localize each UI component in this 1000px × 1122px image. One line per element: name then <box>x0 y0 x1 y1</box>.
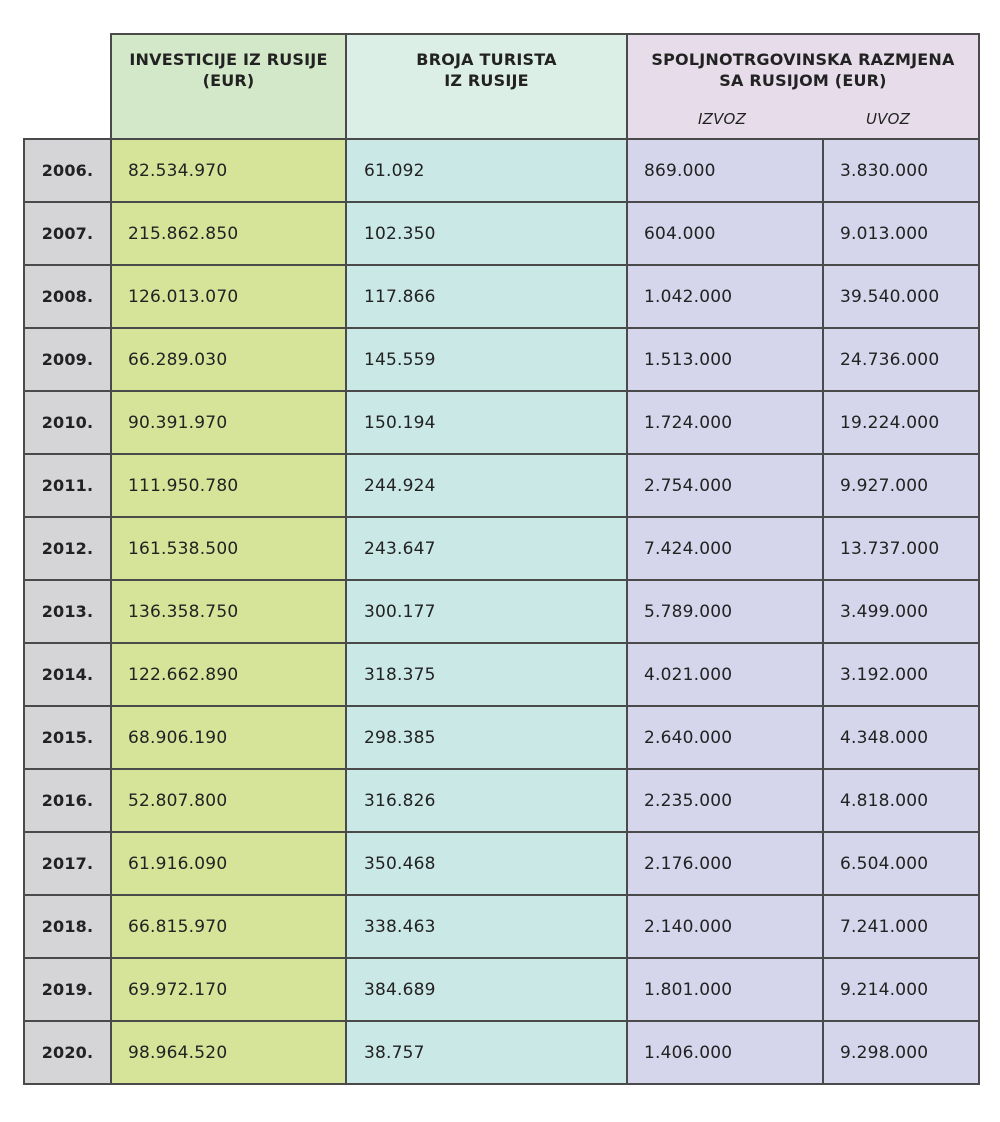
table-row <box>24 958 979 1021</box>
year-cell: 2015. <box>24 706 111 769</box>
header-tourists-line1: BROJA TURISTA <box>416 50 557 69</box>
investments-cell: 90.391.970 <box>111 391 346 454</box>
table-row <box>24 1021 979 1084</box>
year-cell: 2016. <box>24 769 111 832</box>
year-cell: 2013. <box>24 580 111 643</box>
year-cell: 2009. <box>24 328 111 391</box>
header-trade-line2: SA RUSIJOM (EUR) <box>719 71 887 90</box>
tourists-cell: 243.647 <box>346 517 627 580</box>
tourists-cell: 244.924 <box>346 454 627 517</box>
header-row <box>24 34 979 139</box>
import-cell: 3.192.000 <box>823 643 979 706</box>
import-cell: 9.013.000 <box>823 202 979 265</box>
russia-relations-table <box>23 33 980 1085</box>
tourists-cell: 150.194 <box>346 391 627 454</box>
tourists-cell: 318.375 <box>346 643 627 706</box>
import-cell: 4.348.000 <box>823 706 979 769</box>
table-row <box>24 265 979 328</box>
year-cell: 2017. <box>24 832 111 895</box>
investments-cell: 136.358.750 <box>111 580 346 643</box>
export-cell: 1.406.000 <box>627 1021 823 1084</box>
export-cell: 5.789.000 <box>627 580 823 643</box>
investments-cell: 66.815.970 <box>111 895 346 958</box>
import-cell: 24.736.000 <box>823 328 979 391</box>
table-row <box>24 643 979 706</box>
tourists-cell: 298.385 <box>346 706 627 769</box>
investments-cell: 122.662.890 <box>111 643 346 706</box>
export-cell: 2.140.000 <box>627 895 823 958</box>
investments-cell: 161.538.500 <box>111 517 346 580</box>
export-cell: 2.235.000 <box>627 769 823 832</box>
tourists-cell: 350.468 <box>346 832 627 895</box>
export-cell: 1.724.000 <box>627 391 823 454</box>
table-row <box>24 832 979 895</box>
export-cell: 2.176.000 <box>627 832 823 895</box>
investments-cell: 126.013.070 <box>111 265 346 328</box>
export-cell: 1.801.000 <box>627 958 823 1021</box>
tourists-cell: 316.826 <box>346 769 627 832</box>
year-cell: 2008. <box>24 265 111 328</box>
year-cell: 2007. <box>24 202 111 265</box>
export-cell: 869.000 <box>627 139 823 202</box>
export-cell: 2.640.000 <box>627 706 823 769</box>
tourists-cell: 61.092 <box>346 139 627 202</box>
import-cell: 39.540.000 <box>823 265 979 328</box>
table-row <box>24 580 979 643</box>
investments-cell: 61.916.090 <box>111 832 346 895</box>
table-row <box>24 517 979 580</box>
corner-blank <box>24 34 111 139</box>
investments-cell: 82.534.970 <box>111 139 346 202</box>
year-cell: 2019. <box>24 958 111 1021</box>
header-trade-line1: SPOLJNOTRGOVINSKA RAZMJENA <box>651 50 955 69</box>
investments-cell: 98.964.520 <box>111 1021 346 1084</box>
header-investments <box>111 34 346 139</box>
import-cell: 13.737.000 <box>823 517 979 580</box>
investments-cell: 111.950.780 <box>111 454 346 517</box>
investments-cell: 52.807.800 <box>111 769 346 832</box>
export-cell: 2.754.000 <box>627 454 823 517</box>
year-cell: 2011. <box>24 454 111 517</box>
export-cell: 1.042.000 <box>627 265 823 328</box>
import-cell: 7.241.000 <box>823 895 979 958</box>
tourists-cell: 384.689 <box>346 958 627 1021</box>
import-cell: 6.504.000 <box>823 832 979 895</box>
header-investments-line2: (EUR) <box>202 71 255 90</box>
tourists-cell: 145.559 <box>346 328 627 391</box>
tourists-cell: 117.866 <box>346 265 627 328</box>
table-row <box>24 895 979 958</box>
header-tourists <box>346 34 627 139</box>
investments-cell: 68.906.190 <box>111 706 346 769</box>
table-row <box>24 328 979 391</box>
investments-cell: 69.972.170 <box>111 958 346 1021</box>
investments-cell: 215.862.850 <box>111 202 346 265</box>
year-cell: 2006. <box>24 139 111 202</box>
export-cell: 4.021.000 <box>627 643 823 706</box>
tourists-cell: 338.463 <box>346 895 627 958</box>
header-investments-line1: INVESTICIJE IZ RUSIJE <box>129 50 328 69</box>
import-cell: 9.214.000 <box>823 958 979 1021</box>
year-cell: 2018. <box>24 895 111 958</box>
import-cell: 3.499.000 <box>823 580 979 643</box>
table-row <box>24 706 979 769</box>
export-cell: 1.513.000 <box>627 328 823 391</box>
import-cell: 9.298.000 <box>823 1021 979 1084</box>
subheader-export: IZVOZ <box>698 110 747 128</box>
table-row <box>24 391 979 454</box>
export-cell: 7.424.000 <box>627 517 823 580</box>
header-tourists-line2: IZ RUSIJE <box>444 71 529 90</box>
tourists-cell: 38.757 <box>346 1021 627 1084</box>
investments-cell: 66.289.030 <box>111 328 346 391</box>
tourists-cell: 102.350 <box>346 202 627 265</box>
header-trade <box>627 34 979 139</box>
table-row <box>24 139 979 202</box>
table-row <box>24 202 979 265</box>
year-cell: 2012. <box>24 517 111 580</box>
subheader-import: UVOZ <box>866 110 911 128</box>
tourists-cell: 300.177 <box>346 580 627 643</box>
year-cell: 2020. <box>24 1021 111 1084</box>
import-cell: 9.927.000 <box>823 454 979 517</box>
import-cell: 4.818.000 <box>823 769 979 832</box>
export-cell: 604.000 <box>627 202 823 265</box>
table-row <box>24 454 979 517</box>
year-cell: 2014. <box>24 643 111 706</box>
import-cell: 19.224.000 <box>823 391 979 454</box>
import-cell: 3.830.000 <box>823 139 979 202</box>
table-row <box>24 769 979 832</box>
year-cell: 2010. <box>24 391 111 454</box>
